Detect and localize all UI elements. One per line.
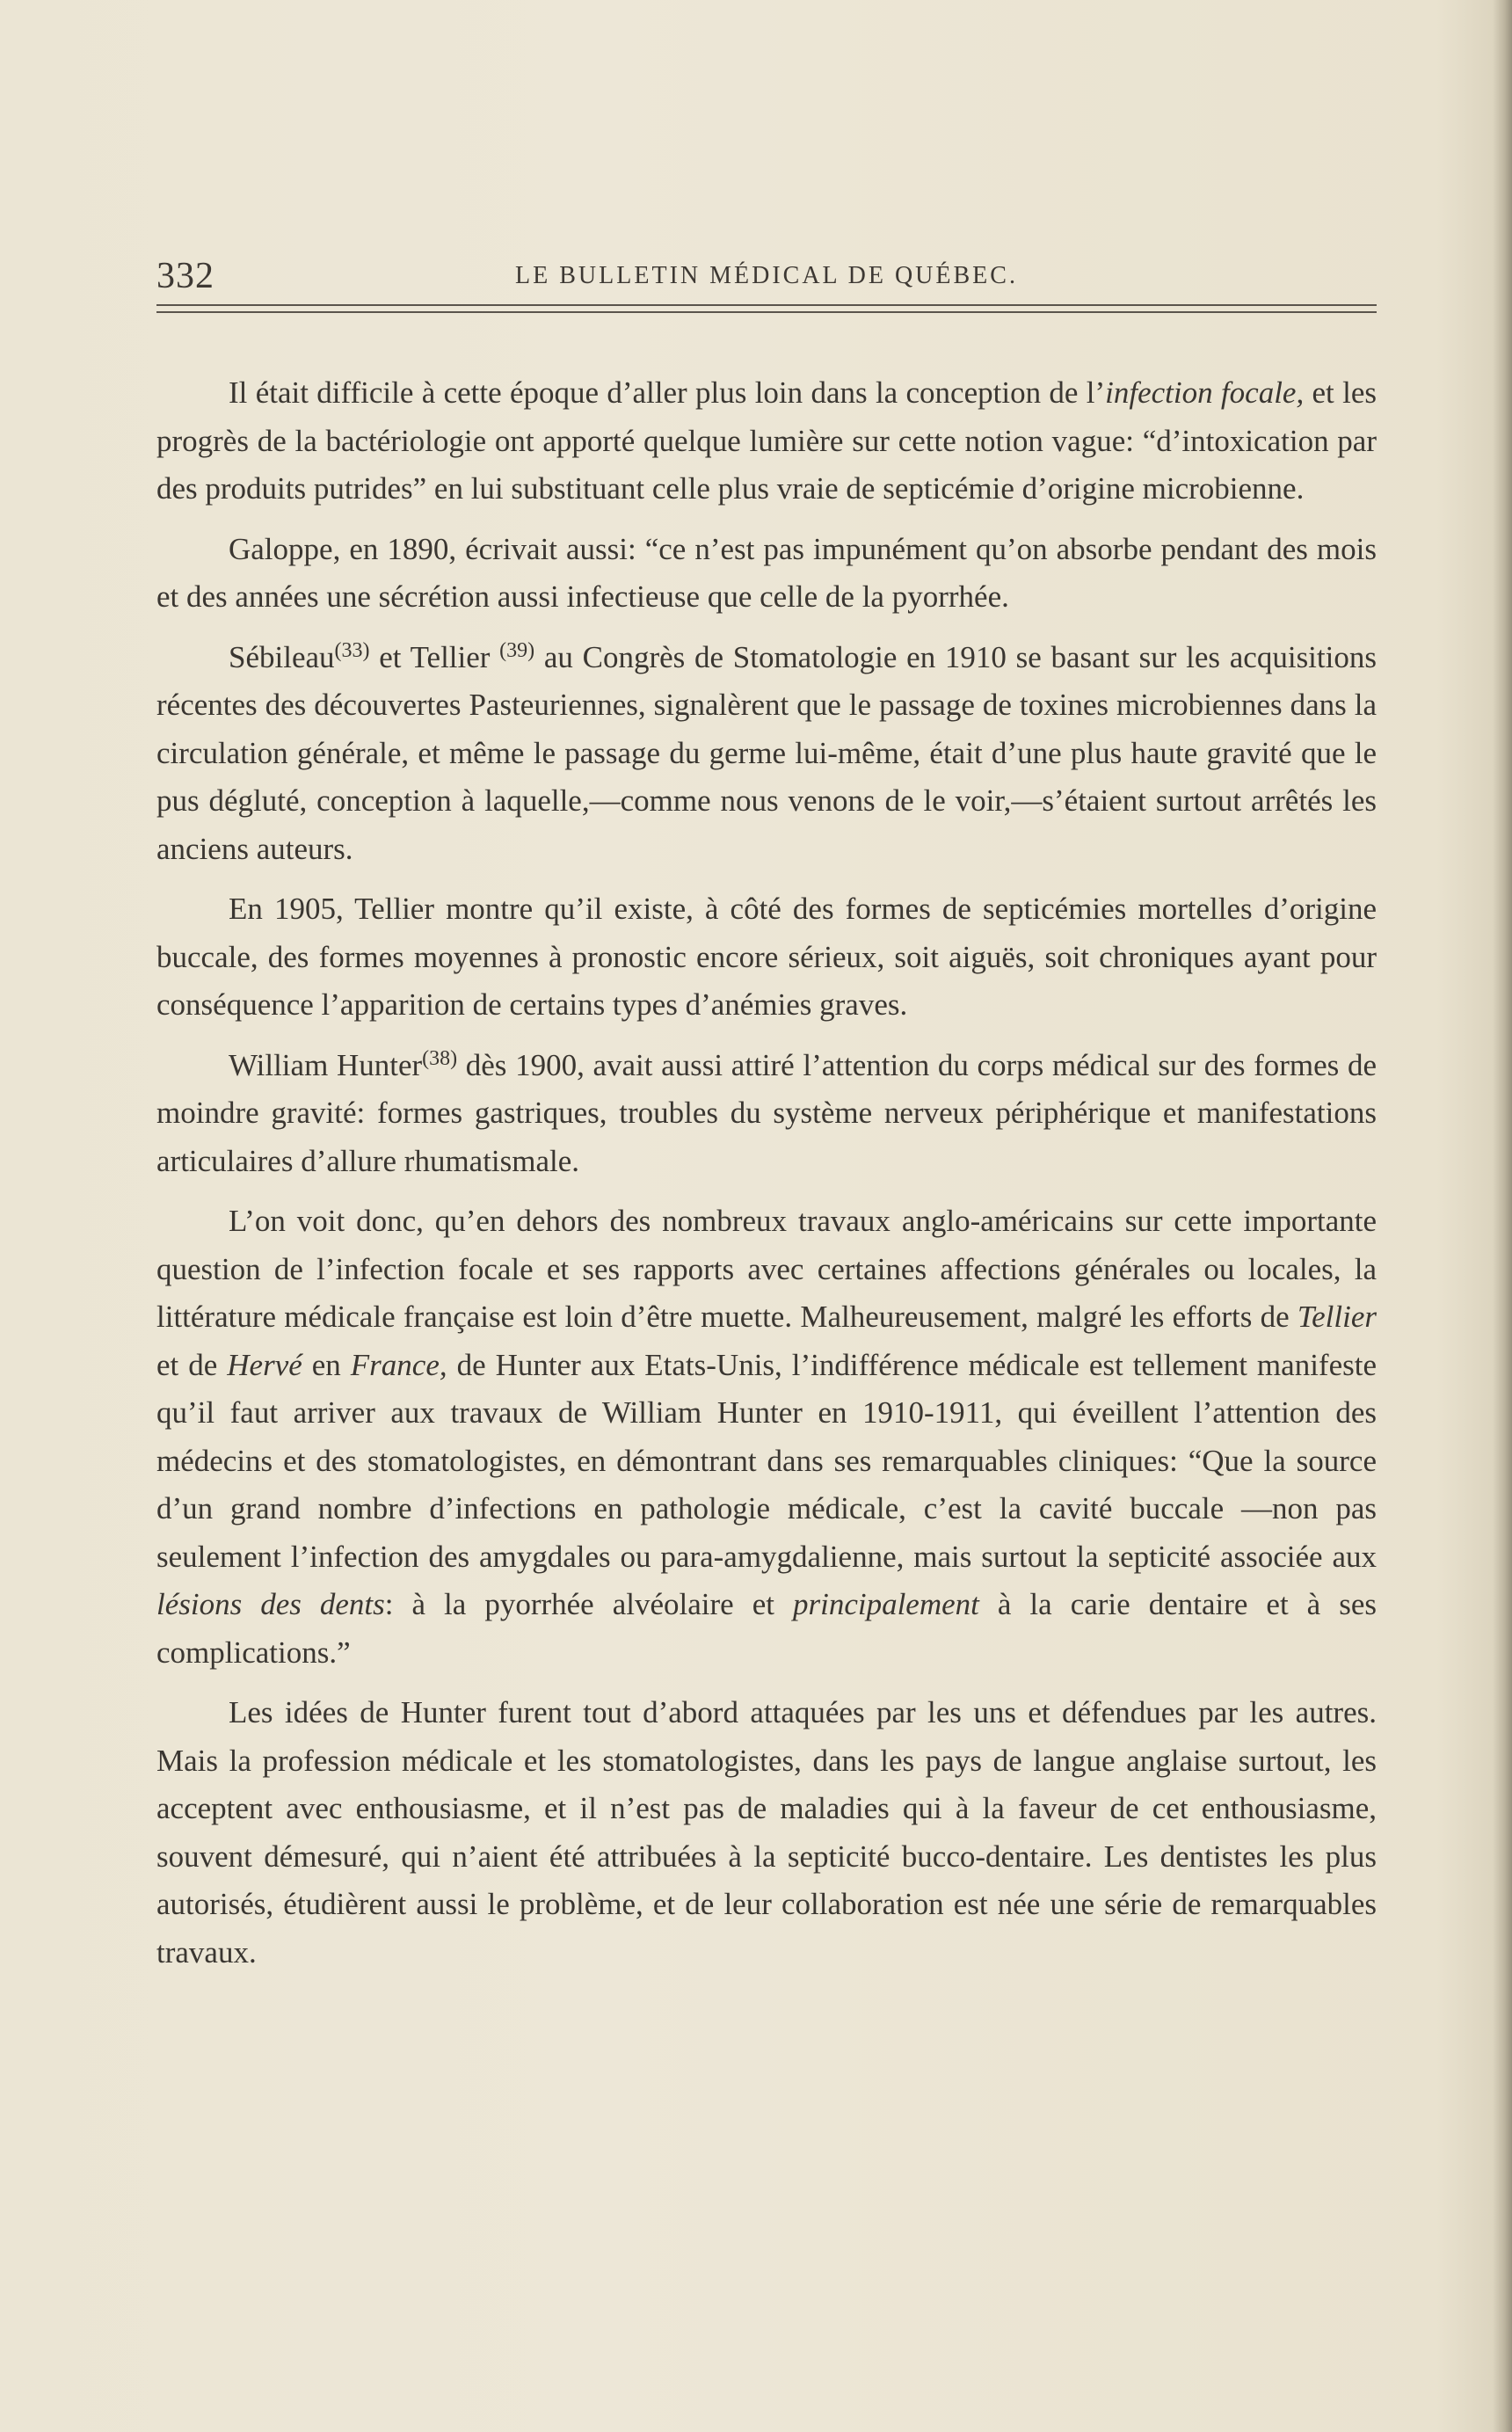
text-run: Sébileau	[229, 639, 335, 674]
reference-number: (38)	[422, 1046, 458, 1070]
paragraph	[156, 526, 1377, 622]
text-run: à la carie dentaire et à ses complications.”	[156, 1587, 1377, 1670]
italic-text: lésions des dents	[156, 1587, 385, 1621]
text-run: Galoppe, en 1890, écrivait aussi: “ce n’est pas impunément qu’on absorbe pendant des mois et des années une sécrétion aussi infectieuse que celle de la pyorrhée.	[156, 531, 1377, 614]
italic-text: France,	[350, 1347, 447, 1382]
text-run: En 1905, Tellier montre qu’il existe, à côté des formes de septicémies mortelles d’origine buccale, des formes moyennes à pronostic encore sérieux, soit aiguës, soit chroniques ayant pour conséquence l’apparition de certains types d’anémies graves.	[156, 892, 1377, 1022]
text-run: : à la pyorrhée alvéolaire et	[384, 1587, 793, 1621]
header-rule-top	[156, 304, 1377, 306]
paragraph	[156, 634, 1377, 874]
text-run: Il était difficile à cette époque d’aller plus loin dans la conception de l’	[229, 375, 1106, 410]
italic-text: principalement	[792, 1587, 979, 1621]
reference-number: (33)	[334, 638, 370, 662]
text-run: L’on voit donc, qu’en dehors des nombreux travaux anglo-américains sur cette importante question de l’infection focale et ses rapports avec certaines affections générales ou locales, la littérature médicale française est loin d’être muette. Malheureusement, malgré les efforts de	[156, 1204, 1377, 1334]
header-rule-bottom	[156, 311, 1377, 313]
text-run: et les progrès de la bactériologie ont apporté quelque lumière sur cette notion vague: “d’intoxication par des produits putrides” en lui substituant celle plus vraie de septicémie d’origine microbienne.	[156, 375, 1377, 506]
paragraph	[156, 885, 1377, 1030]
text-run: Les idées de Hunter furent tout d’abord attaquées par les uns et défendues par les autres. Mais la profession médicale et les stomatologistes, dans les pays de langue anglaise surtout, les acceptent avec enthousiasme, et il n’est pas de maladies qui à la faveur de cet enthousiasme, souvent démesuré, qui n’aient été attribuées à la septicité bucco-dentaire. Les dentistes les plus autorisés, étudièrent aussi le problème, et de leur collaboration est née une série de remarquables travaux.	[156, 1695, 1377, 1970]
text-run: et de	[156, 1347, 228, 1382]
text-run: William Hunter	[229, 1047, 423, 1082]
italic-text: Tellier	[1297, 1300, 1377, 1334]
text-run: et Tellier	[369, 639, 500, 674]
text-run: au Congrès de Stomatologie en 1910 se basant sur les acquisitions récentes des découvertes Pasteuriennes, signalèrent que le passage de toxines microbiennes dans la circulation générale, et même le passage du germe lui-même, était d’une plus haute gravité que le pus dégluté, conception à laquelle,—comme nous venons de le voir,—s’étaient surtout arrêtés les anciens auteurs.	[156, 639, 1377, 866]
text-run: en	[302, 1347, 351, 1382]
page-number: 332	[156, 256, 214, 296]
paragraph	[156, 1198, 1377, 1677]
journal-title: LE BULLETIN MÉDICAL DE QUÉBEC.	[515, 262, 1018, 289]
paragraph	[156, 1689, 1377, 1977]
italic-text: Hervé	[227, 1347, 302, 1382]
text-run: dès 1900, avait aussi attiré l’attention du corps médical sur des formes de moindre gravité: formes gastriques, troubles du système nerveux périphérique et manifestations articulaires d’allure rhumatismale.	[156, 1047, 1377, 1178]
paragraph	[156, 1042, 1377, 1186]
page-binding-shadow	[1493, 0, 1512, 2432]
running-head	[156, 255, 1377, 299]
text-run: de Hunter aux Etats-Unis, l’indifférence médicale est tellement manifeste qu’il faut arriver aux travaux de William Hunter en 1910-1911, qui éveillent l’attention des médecins et des stomatologistes, en démontrant dans ses remarquables cliniques: “Que la source d’un grand nombre d’infections en pathologie médicale, c’est la cavité buccale —non pas seulement l’infection des amygdales ou para-amygdalienne, mais surtout la septicité associée aux	[156, 1347, 1377, 1574]
body-text	[156, 369, 1377, 1989]
italic-text: infection focale,	[1105, 375, 1305, 410]
reference-number: (39)	[499, 638, 535, 662]
paragraph	[156, 369, 1377, 513]
